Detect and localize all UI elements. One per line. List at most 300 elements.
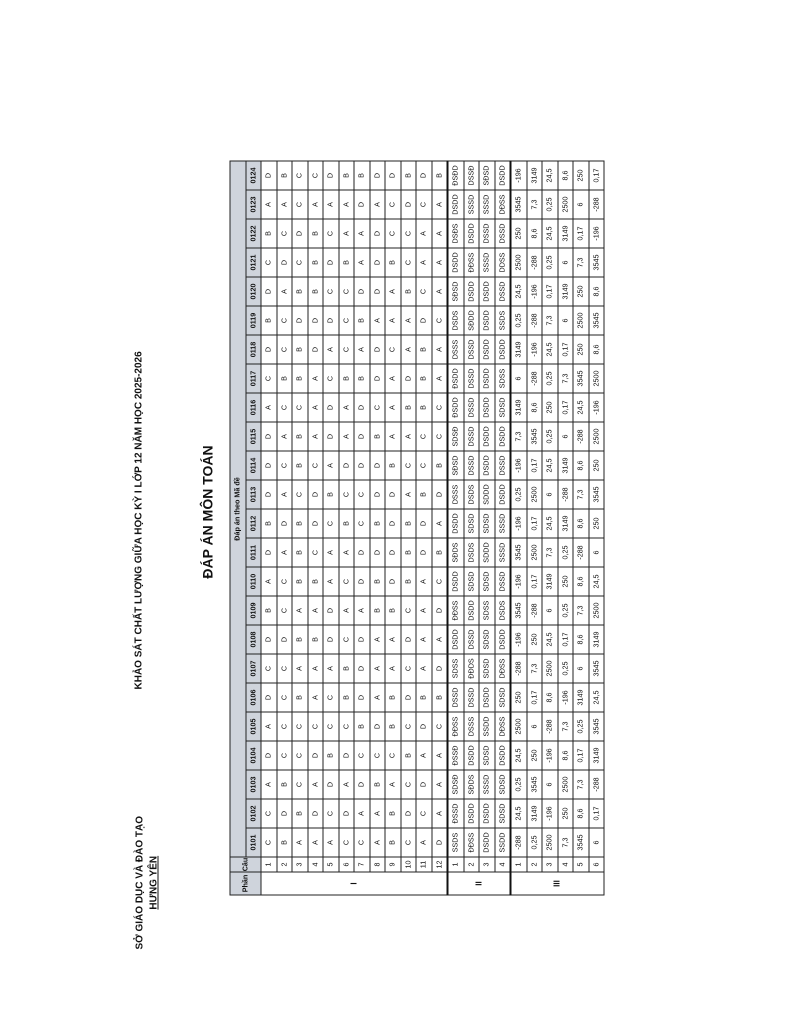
answer-cell: B — [370, 596, 386, 625]
answer-cell: 3545 — [527, 770, 543, 799]
answer-cell: 6 — [558, 306, 574, 335]
answer-cell: 6 — [573, 190, 589, 219]
answer-cell: B — [277, 770, 293, 799]
answer-cell: D — [277, 799, 293, 828]
answer-cell: 8,6 — [558, 161, 574, 190]
answer-cell: A — [432, 190, 448, 219]
answer-cell: 24,5 — [542, 451, 558, 480]
answer-cell: 2500 — [542, 828, 558, 857]
answer-cell: SDSD — [479, 567, 495, 596]
answer-cell: B — [339, 161, 355, 190]
answer-cell: SSDD — [479, 712, 495, 741]
answer-cell: ĐSDD — [448, 364, 464, 393]
answer-cell: B — [261, 596, 277, 625]
answer-cell: B — [308, 567, 324, 596]
answer-cell: B — [385, 248, 401, 277]
answer-cell: DSSS — [448, 335, 464, 364]
answer-cell: D — [354, 277, 370, 306]
answer-cell: C — [292, 770, 308, 799]
answer-cell: D — [401, 190, 417, 219]
answer-cell: -288 — [542, 712, 558, 741]
answer-cell: DSSD — [464, 625, 480, 654]
answer-cell: A — [277, 538, 293, 567]
answer-cell: 2500 — [511, 712, 527, 741]
answer-cell: B — [308, 219, 324, 248]
answer-cell: D — [277, 248, 293, 277]
answer-cell: A — [308, 770, 324, 799]
answer-cell: 7,3 — [542, 306, 558, 335]
answer-cell: DSDS — [464, 480, 480, 509]
answer-cell: SĐSD — [448, 277, 464, 306]
table-row — [370, 161, 386, 895]
answer-cell: 0,25 — [511, 770, 527, 799]
answer-cell: A — [323, 567, 339, 596]
answer-cell: A — [277, 277, 293, 306]
answer-cell: C — [261, 828, 277, 857]
answer-cell: C — [292, 712, 308, 741]
answer-cell: -288 — [511, 828, 527, 857]
answer-cell: C — [277, 219, 293, 248]
exam-code-header: 0109 — [246, 596, 262, 625]
answer-cell: B — [292, 683, 308, 712]
answer-cell: A — [370, 190, 386, 219]
answer-cell: 8,6 — [573, 509, 589, 538]
answer-cell: SDSD — [495, 683, 511, 712]
answer-cell: C — [339, 567, 355, 596]
answer-cell: 0,25 — [511, 480, 527, 509]
answer-cell: SSSD — [464, 190, 480, 219]
answer-cell: B — [370, 770, 386, 799]
answer-cell: DSDD — [464, 799, 480, 828]
answer-cell: B — [385, 712, 401, 741]
table-row — [479, 161, 495, 895]
answer-cell: 0,25 — [558, 538, 574, 567]
answer-cell: A — [432, 770, 448, 799]
answer-cell: A — [308, 828, 324, 857]
answer-cell: D — [308, 741, 324, 770]
answer-cell: DSDD — [479, 451, 495, 480]
answer-cell: DSDS — [495, 596, 511, 625]
answer-cell: -196 — [527, 335, 543, 364]
answer-cell: 3149 — [527, 161, 543, 190]
answer-cell: DSDD — [479, 683, 495, 712]
answer-cell: D — [385, 480, 401, 509]
answer-cell: C — [339, 277, 355, 306]
answer-cell: SSDD — [495, 828, 511, 857]
answer-cell: -288 — [527, 306, 543, 335]
answer-cell: DSDS — [464, 538, 480, 567]
document-header — [134, 65, 182, 960]
answer-cell: B — [370, 567, 386, 596]
answer-cell: D — [416, 509, 432, 538]
answer-cell: C — [339, 828, 355, 857]
answer-cell: DSDD — [495, 422, 511, 451]
answer-cell: A — [370, 654, 386, 683]
answer-cell: D — [308, 480, 324, 509]
answer-cell: B — [432, 683, 448, 712]
answer-cell: 250 — [542, 393, 558, 422]
answer-cell: 24,5 — [573, 393, 589, 422]
exam-code-header: 0101 — [246, 828, 262, 857]
answer-cell: D — [261, 538, 277, 567]
answer-cell: DSSD — [464, 364, 480, 393]
answer-cell: 3545 — [589, 654, 605, 683]
answer-cell: DSDD — [495, 625, 511, 654]
answer-cell: DSDD — [495, 335, 511, 364]
answer-cell: 3149 — [589, 625, 605, 654]
answer-cell: A — [432, 364, 448, 393]
answer-cell: 3545 — [589, 248, 605, 277]
question-number: 2 — [277, 857, 293, 872]
answer-cell: 6 — [573, 654, 589, 683]
answer-cell: 0,25 — [511, 306, 527, 335]
answer-cell: C — [432, 567, 448, 596]
answer-cell: SDSD — [479, 741, 495, 770]
answer-cell: A — [277, 190, 293, 219]
answer-cell: 3149 — [527, 799, 543, 828]
answer-cell: DĐSS — [495, 654, 511, 683]
answer-cell: ĐSSĐ — [448, 741, 464, 770]
answer-cell: 3545 — [573, 828, 589, 857]
answer-cell: B — [292, 538, 308, 567]
exam-code-header: 0112 — [246, 509, 262, 538]
answer-cell: 6 — [558, 248, 574, 277]
answer-cell: 0,25 — [542, 248, 558, 277]
table-row — [558, 161, 574, 895]
table-row — [511, 161, 527, 895]
answer-cell: B — [261, 509, 277, 538]
answer-cell: -196 — [511, 451, 527, 480]
answer-cell: DSDD — [495, 480, 511, 509]
answer-cell: -196 — [511, 625, 527, 654]
answer-cell: 7,3 — [573, 248, 589, 277]
exam-code-header: 0103 — [246, 770, 262, 799]
answer-cell: -288 — [589, 770, 605, 799]
answer-cell: C — [308, 451, 324, 480]
answer-cell: A — [261, 712, 277, 741]
part-label: I — [261, 872, 448, 895]
answer-cell: SSSD — [479, 190, 495, 219]
answer-cell: C — [323, 683, 339, 712]
exam-code-header: 0122 — [246, 219, 262, 248]
answer-cell: 3149 — [558, 219, 574, 248]
answer-cell: A — [385, 306, 401, 335]
answer-cell: A — [292, 828, 308, 857]
answer-cell: C — [277, 654, 293, 683]
question-number: 5 — [323, 857, 339, 872]
answer-cell: D — [339, 799, 355, 828]
answer-cell: C — [339, 625, 355, 654]
answer-cell: D — [432, 480, 448, 509]
answer-cell: A — [416, 741, 432, 770]
table-row — [448, 161, 464, 895]
answer-cell: C — [292, 393, 308, 422]
answer-cell: D — [323, 625, 339, 654]
question-number: 6 — [339, 857, 355, 872]
answer-cell: C — [416, 451, 432, 480]
exam-code-header: 0115 — [246, 422, 262, 451]
table-row — [401, 161, 417, 895]
answer-cell: D — [308, 799, 324, 828]
table-row — [308, 161, 324, 895]
answer-cell: SDDD — [479, 480, 495, 509]
answer-cell: A — [308, 422, 324, 451]
answer-cell: A — [354, 335, 370, 364]
answer-cell: C — [401, 770, 417, 799]
answer-cell: 24,5 — [542, 335, 558, 364]
exam-code-header: 0102 — [246, 799, 262, 828]
answer-cell: B — [416, 393, 432, 422]
answer-cell: A — [354, 248, 370, 277]
answer-cell: D — [308, 335, 324, 364]
answer-cell: A — [385, 770, 401, 799]
answer-cell: 7,3 — [573, 596, 589, 625]
answer-cell: SDSS — [495, 364, 511, 393]
answer-cell: C — [370, 741, 386, 770]
exam-code-header: 0105 — [246, 712, 262, 741]
answer-cell: 0,25 — [573, 712, 589, 741]
answer-cell: 24,5 — [589, 567, 605, 596]
answer-cell: D — [370, 364, 386, 393]
answer-cell: 0,17 — [589, 161, 605, 190]
answer-cell: 2500 — [589, 364, 605, 393]
answer-cell: 6 — [511, 364, 527, 393]
rotated-page — [134, 65, 659, 960]
answer-cell: B — [401, 567, 417, 596]
answer-cell: C — [277, 741, 293, 770]
answer-table-body — [261, 161, 604, 895]
answer-cell: DSSD — [464, 335, 480, 364]
answer-cell: DSSD — [448, 683, 464, 712]
answer-cell: D — [416, 306, 432, 335]
answer-cell: A — [277, 480, 293, 509]
answer-cell: B — [308, 277, 324, 306]
question-number: 8 — [370, 857, 386, 872]
answer-cell: SDSD — [495, 393, 511, 422]
answer-cell: 8,6 — [527, 219, 543, 248]
answer-cell: C — [385, 741, 401, 770]
answer-cell: 0,25 — [542, 364, 558, 393]
exam-code-header: 0120 — [246, 277, 262, 306]
exam-code-header: 0124 — [246, 161, 262, 190]
answer-cell: DSDD — [448, 625, 464, 654]
answer-cell: C — [292, 190, 308, 219]
answer-cell: B — [401, 509, 417, 538]
answer-cell: D — [432, 654, 448, 683]
answer-cell: SDSD — [495, 770, 511, 799]
answer-cell: A — [385, 654, 401, 683]
answer-cell: C — [339, 306, 355, 335]
answer-cell: B — [416, 364, 432, 393]
answer-cell: 3545 — [589, 480, 605, 509]
answer-cell: A — [416, 828, 432, 857]
answer-cell: -288 — [527, 596, 543, 625]
answer-cell: D — [323, 248, 339, 277]
answer-cell: 0,17 — [558, 335, 574, 364]
table-row — [277, 161, 293, 895]
part-label: II — [448, 872, 511, 895]
answer-cell: C — [416, 422, 432, 451]
answer-cell: 3149 — [558, 509, 574, 538]
answer-cell: A — [416, 567, 432, 596]
answer-cell: B — [385, 828, 401, 857]
answer-cell: B — [292, 335, 308, 364]
answer-cell: SDSD — [495, 799, 511, 828]
answer-cell: DSDD — [479, 277, 495, 306]
answer-cell: D — [370, 277, 386, 306]
answer-cell: DSDD — [464, 741, 480, 770]
answer-cell: D — [354, 422, 370, 451]
table-row — [495, 161, 511, 895]
table-row — [573, 161, 589, 895]
answer-cell: -196 — [589, 393, 605, 422]
col-header-cau: Câu — [230, 857, 261, 872]
answer-cell: -288 — [511, 654, 527, 683]
answer-cell: B — [370, 422, 386, 451]
answer-cell: C — [277, 306, 293, 335]
answer-cell: DSDD — [464, 596, 480, 625]
question-number: 12 — [432, 857, 448, 872]
answer-cell: 250 — [589, 509, 605, 538]
answer-cell: B — [261, 219, 277, 248]
table-row — [339, 161, 355, 895]
answer-cell: 24,5 — [542, 161, 558, 190]
answer-cell: C — [323, 712, 339, 741]
answer-cell: A — [432, 799, 448, 828]
table-row — [464, 161, 480, 895]
question-number: 5 — [573, 857, 589, 872]
answer-cell: D — [401, 364, 417, 393]
answer-cell: -196 — [542, 741, 558, 770]
answer-cell: C — [354, 828, 370, 857]
answer-cell: B — [354, 306, 370, 335]
answer-cell: DSDD — [479, 828, 495, 857]
answer-cell: A — [339, 393, 355, 422]
answer-cell: DSDS — [448, 306, 464, 335]
answer-cell: ĐĐSS — [448, 596, 464, 625]
answer-cell: D — [308, 306, 324, 335]
answer-cell: B — [339, 683, 355, 712]
answer-cell: A — [432, 509, 448, 538]
answer-cell: 3149 — [558, 277, 574, 306]
answer-cell: D — [277, 509, 293, 538]
org-province: HƯNG YÊN — [148, 855, 160, 910]
answer-cell: D — [261, 335, 277, 364]
answer-cell: SĐDD — [464, 306, 480, 335]
answer-cell: 3149 — [589, 741, 605, 770]
answer-cell: D — [339, 451, 355, 480]
question-number: 3 — [479, 857, 495, 872]
answer-cell: C — [277, 335, 293, 364]
answer-cell: D — [432, 828, 448, 857]
answer-cell: ĐĐSS — [464, 828, 480, 857]
table-row — [416, 161, 432, 895]
question-number: 4 — [308, 857, 324, 872]
answer-cell: 8,6 — [573, 451, 589, 480]
answer-cell: B — [416, 335, 432, 364]
answer-cell: C — [261, 654, 277, 683]
answer-cell: B — [354, 364, 370, 393]
answer-cell: A — [370, 625, 386, 654]
answer-cell: C — [432, 422, 448, 451]
answer-cell: 8,6 — [589, 335, 605, 364]
answer-cell: B — [339, 509, 355, 538]
question-number: 7 — [354, 857, 370, 872]
answer-cell: D — [323, 770, 339, 799]
answer-cell: B — [292, 422, 308, 451]
answer-cell: A — [370, 683, 386, 712]
answer-cell: 2500 — [589, 422, 605, 451]
answer-cell: ĐSSD — [448, 799, 464, 828]
answer-cell: C — [323, 799, 339, 828]
answer-cell: 6 — [527, 712, 543, 741]
answer-cell: 6 — [589, 828, 605, 857]
answer-cell: -288 — [573, 538, 589, 567]
answer-cell: 24,5 — [589, 683, 605, 712]
answer-cell: D — [401, 625, 417, 654]
answer-cell: 0,17 — [573, 219, 589, 248]
answer-cell: D — [261, 683, 277, 712]
answer-cell: D — [370, 161, 386, 190]
answer-cell: D — [292, 306, 308, 335]
answer-cell: A — [385, 393, 401, 422]
answer-cell: A — [432, 219, 448, 248]
answer-cell: 3545 — [511, 190, 527, 219]
answer-cell: DSSD — [464, 422, 480, 451]
answer-cell: DĐSS — [495, 712, 511, 741]
answer-cell: D — [370, 480, 386, 509]
answer-cell: SĐSD — [448, 451, 464, 480]
answer-cell: D — [416, 161, 432, 190]
answer-cell: 250 — [573, 335, 589, 364]
answer-cell: B — [339, 654, 355, 683]
answer-cell: 8,6 — [558, 741, 574, 770]
group-header: Đáp án theo Mã đề — [230, 161, 246, 857]
answer-cell: 0,17 — [527, 567, 543, 596]
answer-cell: C — [308, 712, 324, 741]
answer-cell: C — [308, 538, 324, 567]
answer-cell: D — [261, 451, 277, 480]
answer-cell: C — [432, 306, 448, 335]
answer-cell: B — [370, 509, 386, 538]
part-label: III — [511, 872, 605, 895]
answer-cell: SDSD — [479, 509, 495, 538]
answer-cell: D — [354, 567, 370, 596]
answer-cell: A — [323, 451, 339, 480]
header-row-codes — [246, 161, 262, 895]
answer-cell: C — [354, 741, 370, 770]
answer-cell: D — [261, 480, 277, 509]
question-number: 11 — [416, 857, 432, 872]
answer-cell: -196 — [589, 219, 605, 248]
answer-cell: A — [416, 654, 432, 683]
answer-cell: 24,5 — [542, 625, 558, 654]
answer-cell: DSSD — [464, 393, 480, 422]
answer-cell: B — [385, 451, 401, 480]
answer-cell: A — [308, 596, 324, 625]
answer-cell: D — [323, 393, 339, 422]
answer-cell: 7,3 — [558, 364, 574, 393]
answer-cell: D — [385, 509, 401, 538]
answer-cell: A — [323, 335, 339, 364]
answer-cell: B — [292, 451, 308, 480]
answer-cell: C — [292, 741, 308, 770]
answer-cell: B — [292, 364, 308, 393]
answer-cell: DSDD — [479, 422, 495, 451]
answer-cell: -288 — [527, 364, 543, 393]
answer-cell: DSĐS — [448, 219, 464, 248]
answer-cell: -196 — [527, 277, 543, 306]
